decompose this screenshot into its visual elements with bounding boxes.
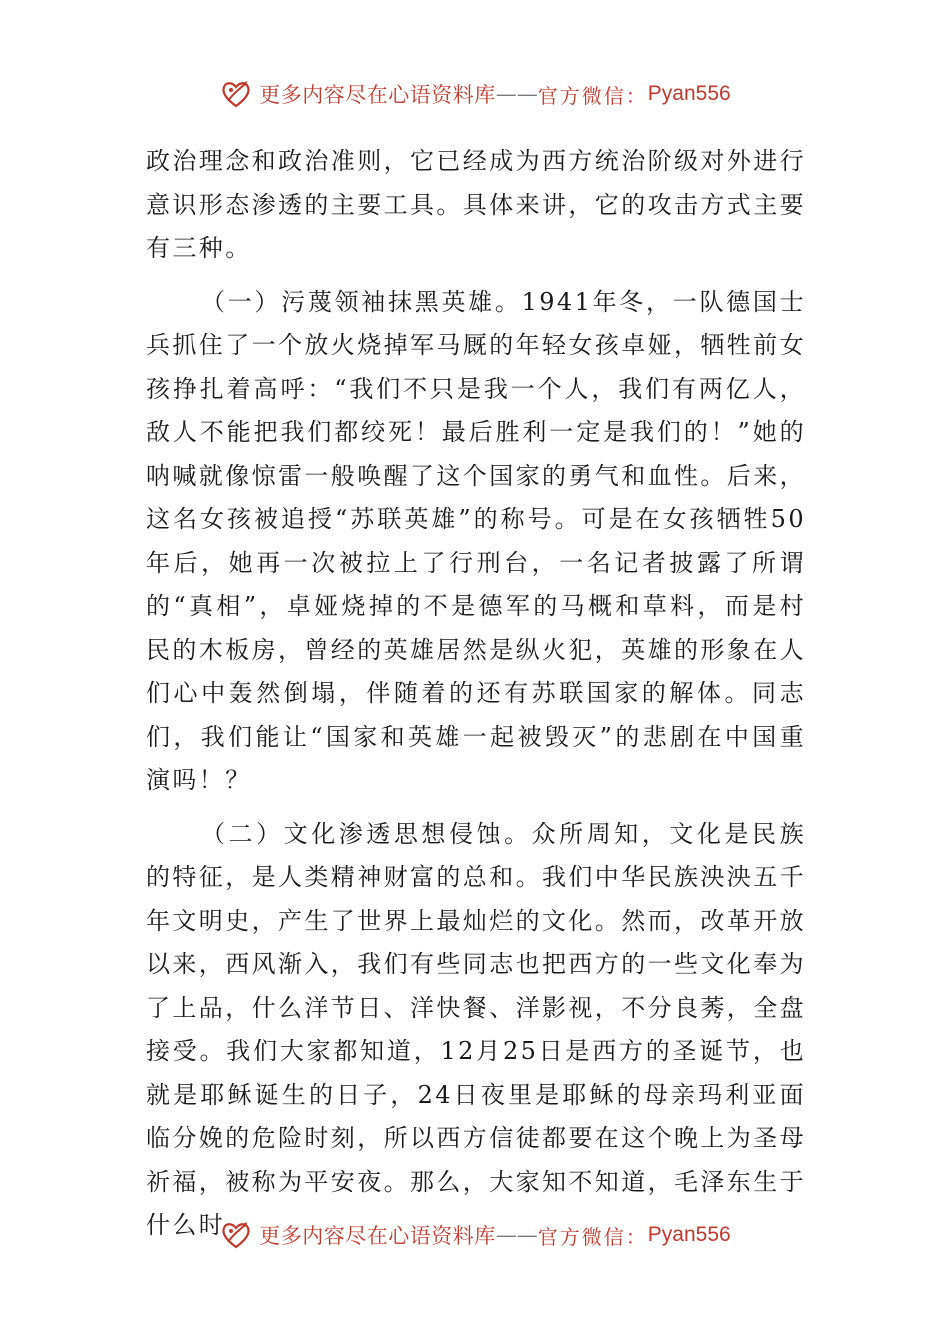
footer-wechat-id: Pyan556 <box>647 1223 731 1246</box>
header-dash: —— <box>495 82 538 106</box>
header-wechat-label: 官方微信： <box>537 83 648 108</box>
footer-dash: —— <box>495 1223 538 1247</box>
paragraph-section-2: （二）文化渗透思想侵蚀。众所周知，文化是民族的特征，是人类精神财富的总和。我们中华民族泱泱五千年文明史，产生了世界上最灿烂的文化。然而，改革开放以来，西风渐入，我们有些同志也把西方的一些文化奉为了上品，什么洋节日、洋快餐、洋影视，不分良莠，全盘接受。我们大家都知道，12月25日是西方的圣诞节，也就是耶稣诞生的日子，24日夜里是耶稣的母亲玛利亚面临分娩的危险时刻，所以西方信徒都要在这个晚上为圣母祈福，被称为平安夜。那么，大家知不知道，毛泽东生于什么时 <box>146 819 806 1239</box>
stylized-heart-pen-icon <box>219 1218 253 1252</box>
paragraph-section-1: （一）污蔑领袖抹黑英雄。1941年冬，一队德国士兵抓住了一个放火烧掉军马厩的年轻女孩卓娅，牺牲前女孩挣扎着高呼：“我们不只是我一个人，我们有两亿人，敌人不能把我们都绞死！最后胜利一定是我们的！”她的呐喊就像惊雷一般唤醒了这个国家的勇气和血性。后来，这名女孩被追授“苏联英雄”的称号。可是在女孩牺牲50年后，她再一次被拉上了行刑台，一名记者披露了所谓的“真相”，卓娅烧掉的不是德军的马概和草料，而是村民的木板房，曾经的英雄居然是纵火犯，英雄的形象在人们心中轰然倒塌，伴随着的还有苏联国家的解体。同志们，我们能让“国家和英雄一起被毁灭”的悲剧在中国重演吗！？ <box>146 287 806 794</box>
header-banner <box>0 72 950 116</box>
header-wechat-id: Pyan556 <box>647 82 731 105</box>
document-body <box>146 140 806 1258</box>
footer-wechat-label: 官方微信： <box>537 1224 648 1249</box>
paragraph-intro: 政治理念和政治准则，它已经成为西方统治阶级对外进行意识形态渗透的主要工具。具体来讲，它的攻击方式主要有三种。 <box>146 147 806 262</box>
footer-brand-text: 更多内容尽在心语资料库 <box>259 1224 496 1248</box>
header-brand-text: 更多内容尽在心语资料库 <box>259 83 496 107</box>
footer-banner <box>0 1213 950 1257</box>
stylized-heart-pen-icon <box>219 77 253 111</box>
